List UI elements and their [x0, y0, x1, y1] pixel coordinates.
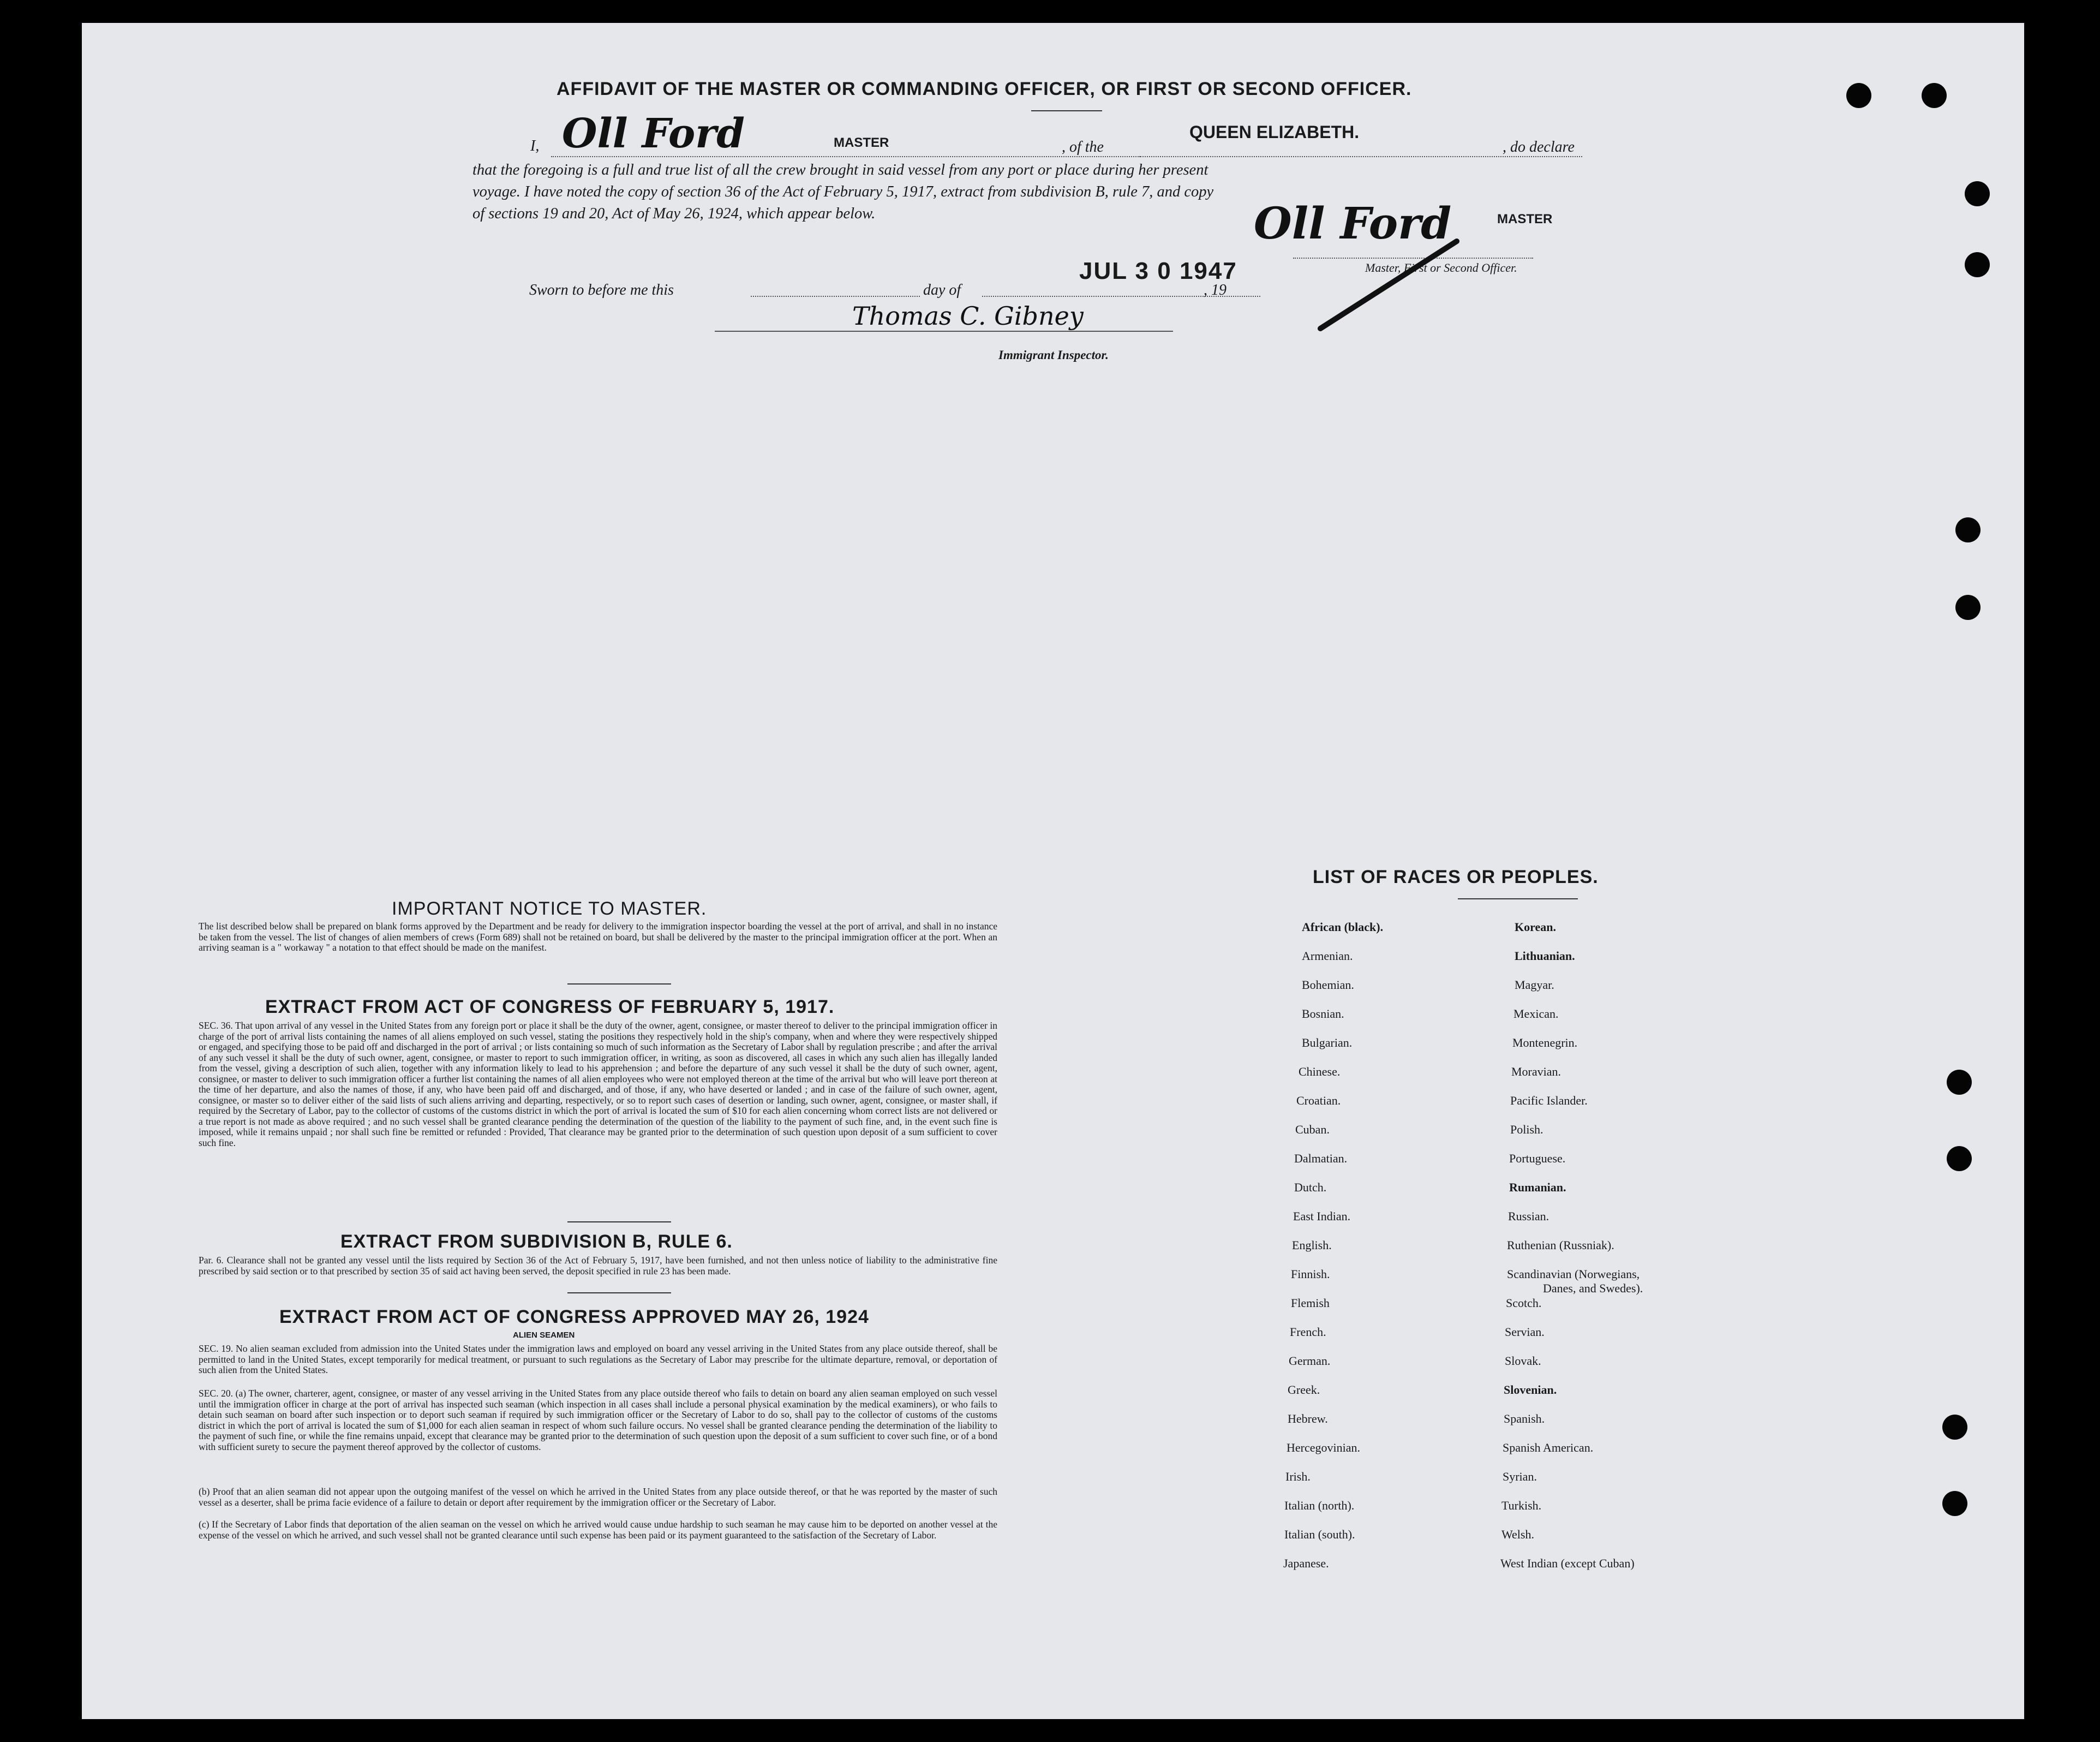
race-item: Flemish: [1291, 1296, 1330, 1310]
master-signature: Oll Ford: [562, 110, 745, 157]
divider: [567, 983, 671, 985]
punch-hole: [1955, 595, 1981, 620]
rule-6-title: EXTRACT FROM SUBDIVISION B, RULE 6.: [340, 1231, 733, 1252]
divider: [1031, 110, 1102, 111]
race-item: Montenegrin.: [1512, 1036, 1578, 1049]
race-item: Pacific Islander.: [1510, 1094, 1588, 1107]
race-item: Welsh.: [1501, 1528, 1534, 1541]
extract-1924-sec20b: (b) Proof that an alien seaman did not appear upon the outgoing manifest of the vessel on which he arrived in the United States from any place outside thereof, or that he was reported by the master of such vessel as a deserter, shall be prima facie evidence of a failure to detain or deport after requirement by the immigration officer or the Secretary of Labor.: [199, 1486, 997, 1508]
race-item: Finnish.: [1291, 1267, 1330, 1281]
race-item: French.: [1290, 1325, 1326, 1339]
vessel-name: QUEEN ELIZABETH.: [1189, 122, 1360, 142]
divider: [567, 1292, 671, 1293]
race-item: Slovenian.: [1504, 1383, 1557, 1397]
race-item: Dutch.: [1294, 1180, 1327, 1194]
race-item: Scandinavian (Norwegians,: [1507, 1267, 1640, 1281]
punch-hole: [1947, 1070, 1972, 1095]
race-item: Croatian.: [1296, 1094, 1341, 1107]
race-item: German.: [1289, 1354, 1331, 1368]
date-stamp: JUL 3 0 1947: [1079, 258, 1237, 284]
notice-text: The list described below shall be prepared on blank forms approved by the Department and be ready for delivery to the immigration inspector boarding the vessel at the port of arrival, and shall in no instance be taken from the vessel. The list of changes of alien members of crews (Form 689) shall not be retained on board, but shall be delivered by the master to the principal immigration officer at the port. When an arriving seaman is a " workaway " a notation to that effect should be made on the manifest.: [199, 921, 997, 953]
punch-hole: [1942, 1415, 1967, 1440]
document-page: [82, 23, 2024, 1719]
race-item: Ruthenian (Russniak).: [1507, 1238, 1614, 1252]
affidavit-i-label: I,: [530, 138, 540, 154]
sworn-day-line: [751, 296, 920, 297]
race-item: Spanish American.: [1503, 1441, 1594, 1454]
race-item: Russian.: [1508, 1209, 1549, 1223]
officer-title-printed: MASTER: [1497, 212, 1553, 226]
race-item: Syrian.: [1503, 1470, 1537, 1483]
extract-1924-title: EXTRACT FROM ACT OF CONGRESS APPROVED MAY 26, 1924: [279, 1306, 869, 1327]
punch-hole: [1965, 181, 1990, 206]
extract-1917-title: EXTRACT FROM ACT OF CONGRESS OF FEBRUARY 5, 1917.: [265, 997, 835, 1017]
master-printed: MASTER: [834, 135, 889, 150]
name-line: [551, 156, 1140, 157]
race-item: Bulgarian.: [1302, 1036, 1353, 1049]
extract-1924-sec20c: (c) If the Secretary of Labor finds that deportation of the alien seaman on the vessel on which he arrived would cause undue hardship to such seaman he may cause him to be deported on another vessel at the expense of the vessel on which he arrived, and such vessel shall not be granted clearance until such expense has been paid or its payment guaranteed to the satisfaction of the Secretary of Labor.: [199, 1519, 997, 1541]
affidavit-title: AFFIDAVIT OF THE MASTER OR COMMANDING OFFICER, OR FIRST OR SECOND OFFICER.: [557, 79, 1412, 99]
race-item: Spanish.: [1504, 1412, 1545, 1425]
extract-1917-text: SEC. 36. That upon arrival of any vessel in the United States from any foreign port or place it shall be the duty of the owner, agent, consignee, or master thereof to deliver to the principal immigration officer in charge of the port of arrival lists containing the names of all aliens employed on such vessel, stating the positions they respectively hold in the ship's company, when and where they were respectively shipped or engaged, and specifying those to be paid off and discharged in the port of arrival ; or lists containing so much of such information as the Secretary of Labor shall by regulation prescribe ; and after the arrival of any such vessel it shall be the duty of such owner, agent, consignee, or master to report to such immigration officer, in writing, as soon as discovered, all cases in which any such alien has illegally landed from the vessel, giving a description of such alien, together with any information likely to lead to his apprehension ; and before the departure of any such vessel it shall be the duty of such owner, agent, consignee, or master to deliver to such immigration officer a further list containing the names of all alien employees who were not employed thereon at the time of the arrival but who will leave port thereon at the time of her departure, and also the names of those, if any, who have been paid off and discharged, and of those, if any, who have deserted or landed ; and in case of the failure of such owner, agent, consignee, or master so to deliver either of the said lists of such aliens arriving and departing, respectively, or so to report such cases of desertion or landing, such owner, agent, consignee, or master shall, if required by the Secretary of Labor, pay to the collector of customs of the customs district in which the port of arrival is located the sum of $10 for each alien concerning whom correct lists are not delivered or a true report is not made as above required ; and no such vessel shall be granted clearance pending the determination of the question of the liability to the payment of such fine, and, in the event such fine is imposed, while it remains unpaid ; nor shall such fine be remitted or refunded : Provided, That clearance may be granted prior to the determination of such question upon deposit of a sum sufficient to cover such fine.: [199, 1020, 997, 1148]
sworn-label: Sworn to before me this: [529, 282, 674, 299]
rule-6-text: Par. 6. Clearance shall not be granted any vessel until the lists required by Section 36 of the Act of February 5, 1917, have been furnished, and not then unless notice of liability to the administrative fine prescribed by said section or to that prescribed by section 35 of said act having been served, the deposit specified in rule 23 has been made.: [199, 1255, 997, 1276]
race-item: African (black).: [1302, 920, 1384, 934]
race-item: Moravian.: [1511, 1065, 1561, 1078]
race-item: Japanese.: [1283, 1556, 1329, 1570]
divider: [1458, 898, 1578, 899]
inspector-caption: Immigrant Inspector.: [998, 348, 1109, 362]
punch-hole: [1942, 1491, 1967, 1516]
race-item: Armenian.: [1302, 949, 1353, 963]
race-item: Portuguese.: [1509, 1152, 1566, 1165]
officer-signature: Oll Ford: [1254, 198, 1452, 249]
race-item: English.: [1292, 1238, 1332, 1252]
race-item: Dalmatian.: [1294, 1152, 1348, 1165]
race-item: East Indian.: [1293, 1209, 1351, 1223]
punch-hole: [1947, 1146, 1972, 1171]
officer-caption: Master, First or Second Officer.: [1365, 261, 1517, 275]
race-item: Servian.: [1505, 1325, 1545, 1339]
races-title: LIST OF RACES OR PEOPLES.: [1313, 867, 1599, 887]
race-item: Polish.: [1510, 1123, 1543, 1136]
race-item: Chinese.: [1299, 1065, 1341, 1078]
day-of-label: day of: [923, 282, 961, 299]
punch-hole: [1965, 252, 1990, 277]
extract-1924-sec20a: SEC. 20. (a) The owner, charterer, agent, consignee, or master of any vessel arriving in the United States from any place outside thereof who fails to detain on board any alien seaman employed on such vessel until the immigration officer in charge at the port of arrival has inspected such seaman (which inspection in all cases shall include a personal physical examination by the medical examiners), or who fails to detain such seaman on board after such inspection or to deport such seaman if required by such immigration officer or the Secretary of Labor to do so, shall pay to the collector of customs of the customs district in which the port of arrival is located the sum of $1,000 for each alien seaman in respect of whom such failure occurs. No vessel shall be granted clearance pending the determination of the liability to the payment of such fine, or while the fine remains unpaid, except that clearance may be granted prior to the determination of such question upon the deposit of a sum sufficient to cover such fine, or of a bond with sufficient surety to secure the payment thereof approved by the collector of customs.: [199, 1388, 997, 1452]
divider: [567, 1221, 671, 1222]
notice-title: IMPORTANT NOTICE TO MASTER.: [392, 898, 707, 919]
race-item: Irish.: [1285, 1470, 1311, 1483]
race-item: Italian (south).: [1284, 1528, 1355, 1541]
race-item: Cuban.: [1295, 1123, 1330, 1136]
inspector-line: [715, 331, 1173, 332]
punch-hole: [1922, 83, 1947, 108]
race-item: West Indian (except Cuban): [1500, 1556, 1635, 1570]
race-item: Hercegovinian.: [1287, 1441, 1360, 1454]
affidavit-line-2: voyage. I have noted the copy of section 36 of the Act of February 5, 1917, extract from subdivision B, rule 7, and copy: [472, 183, 1214, 200]
race-item: Turkish.: [1501, 1499, 1542, 1512]
extract-1924-sec19: SEC. 19. No alien seaman excluded from admission into the United States under the immigration laws and employed on board any vessel arriving in the United States from any place outside thereof, shall be permitted to land in the United States, except temporarily for medical treatment, or pursuant to such regulations as the Secretary of Labor may prescribe for the ultimate departure, removal, or deportation of such alien from the United States.: [199, 1343, 997, 1375]
race-item: Bosnian.: [1302, 1007, 1344, 1021]
affidavit-line-3: of sections 19 and 20, Act of May 26, 1924, which appear below.: [472, 205, 876, 222]
race-item: Lithuanian.: [1515, 949, 1575, 963]
race-item: Bohemian.: [1302, 978, 1354, 992]
pen-stroke: [1309, 230, 1473, 339]
vessel-line: [1140, 156, 1582, 157]
race-item: Rumanian.: [1509, 1180, 1566, 1194]
race-item: Danes, and Swedes).: [1543, 1281, 1643, 1295]
inspector-signature: Thomas C. Gibney: [852, 301, 1084, 331]
punch-hole: [1846, 83, 1871, 108]
affidavit-line-1: that the foregoing is a full and true list of all the crew brought in said vessel from any port or place during her present: [472, 162, 1208, 178]
race-item: Magyar.: [1515, 978, 1554, 992]
race-item: Hebrew.: [1288, 1412, 1328, 1425]
year-suffix: , 19: [1204, 282, 1227, 299]
race-item: Greek.: [1288, 1383, 1320, 1397]
race-item: Korean.: [1515, 920, 1556, 934]
of-the-label: , of the: [1062, 139, 1104, 156]
do-declare-label: , do declare: [1503, 139, 1575, 156]
race-item: Scotch.: [1506, 1296, 1542, 1310]
extract-1924-subtitle: ALIEN SEAMEN: [513, 1331, 575, 1340]
race-item: Italian (north).: [1284, 1499, 1355, 1512]
race-item: Slovak.: [1505, 1354, 1541, 1368]
race-item: Mexican.: [1513, 1007, 1559, 1021]
punch-hole: [1955, 517, 1981, 542]
